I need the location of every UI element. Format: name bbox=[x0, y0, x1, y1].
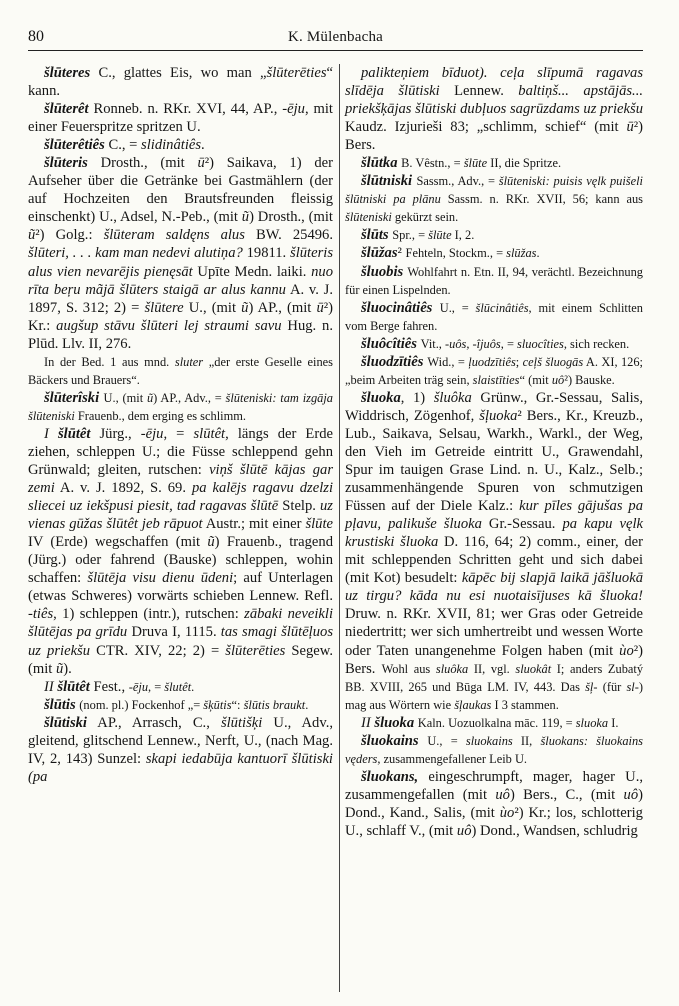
dictionary-entry: šluoka, 1) šluôka Grünw., Gr.-Sessau, Salis, Widdrisch, Zögenhof, šļuoka² Bers., Kr., Kreuzb., Lub., Saikava, Selsau, Warkh., Warkl., der Weg, den Vieh im Getreide eintritt U., Grawendahl, Spur im tauigen Grase Lind. n. U., Kalz., Selb.; zusammenhängende Spuren von schmutzigen Füssen auf der Diele Kalz.: kur pīles gājušas pa pļavu, palikuše šluoka Gr.-Sessau. pa kapu vęlk krustiski šluoka D. 116, 64; 2) comm., einer, der mit schleppenden Schritten geht und sich dabei (mit Kot) besudelt: kāpēc bij slapjā laikā jāšluokā uz tirgu? kāda nu esi nuotaisījuses kā šluoka! Druw. n. RKr. XVII, 81; wer Gras oder Getreide niedertritt; wer sich umhertreibt und wessen Worte oder Taten unangenehme Folgen haben (mit ùo²) Bers. Wohl aus sluôka II, vgl. sluokât I; anders Zubatý BB. XVIII, 265 und Būga LM. IV, 443. Das šļ- (für sl-) mag aus Wörtern wie šļaukas I 3 stammen. bbox=[345, 389, 644, 712]
dictionary-entry: šluodzītiês Wid., = ļuodzītiês; ceļš šluogās A. XI, 126; „beim Arbeiten träg sein, slaistīties“ (mit uô²) Bauske. bbox=[345, 353, 643, 387]
dictionary-entry: šluokans, eingeschrumpft, mager, hager U., zusammengefallen (mit uô) Bers., C., (mit uô) Dond., Kand., Salis, (mit ùo²) Kr.; los, schlotterig U., schlaff V., (mit uô) Dond., Wandsen, schludrig bbox=[345, 768, 643, 839]
dictionary-entry: II šlūtêt Fest., -ēju, = šlutêt. bbox=[44, 678, 195, 695]
dictionary-entry: In der Bed. 1 aus mnd. sluter „der erste Geselle eines Bäckers und Brauers“. bbox=[28, 354, 334, 387]
dictionary-entry: šlūtka B. Vêstn., = šlūte II, die Spritze. bbox=[361, 155, 562, 172]
dictionary-entry: šlūtniski Sassm., Adv., = šlūteniski: puisis vęlk puišeli šlūtniski pa plānu Sassm. n. RKr. XVII, 56; kann aus šlūteniski gekürzt sein. bbox=[345, 173, 643, 225]
dictionary-entry: šlūteres C., glattes Eis, wo man „šlūterēties“ kann. bbox=[28, 65, 333, 100]
dictionary-entry: II šluoka Kaln. Uozuolkalna māc. 119, = sluoka I. bbox=[361, 714, 619, 731]
dictionary-entry: šlūteris Drosth., (mit ū²) Saikava, 1) der Aufseher über die Getränke bei Gastmählern (der auf Hochzeiten den Brautsfreunden fleissig einschenkt) U., Adsel, N.-Peb., (mit ũ) Drosth., (mit ũ²) Golg.: šlūteram saldęns alus BW. 25496. šlūteri, . . . kam man nedevi alutiņa? 19811. šlūteris alus vien nevarējis pienęsāt Upīte Medn. laiki. nuo rīta beŗu mãjā šlūters staigā ar alus kannu A. v. J. 1897, S. 312; 2) = šlūtere U., (mit ũ) AP., (mit ū²) Kr.: augšup stāvu šlūteri lej straumi savu Hug. n. Plūd. Llv. II, 276. bbox=[28, 155, 334, 352]
dictionary-entry: šlūtiski AP., Arrasch, C., šlūtišķi U., Adv., gleitend, glitschend Lennew., Nerft, U., (nach Mag. IV, 2, 143) Sunzel: skapi iedabūja kantuorī šlūtiski (pa bbox=[28, 714, 334, 785]
dictionary-entry: šlūts Spr., = šlūte I, 2. bbox=[361, 227, 475, 244]
dictionary-entry: šluocinâtiês U., = šlūcinâtiês, mit einem Schlitten vom Berge fahren. bbox=[345, 299, 643, 333]
page-header bbox=[28, 28, 643, 51]
dictionary-entry: šluokains U., = sluokains II, šluokans: šluokains vęders, zusammengefallener Leib U. bbox=[345, 732, 643, 766]
page-number: 80 bbox=[28, 28, 44, 45]
dictionary-entry: šlūterêtiês C., = slidinâtiês. bbox=[44, 137, 205, 154]
dictionary-entry: palikteņiem bīduot). ceļa slīpumā ragavas slīdēja šlūtiski Lennew. baltiņš... apstājās... priekšķājas šlūtiski dubļuos sagrūzdams uz priekšu Kaudz. Izjurieši 83; „schlimm, schief“ (mit ū²) Bers. bbox=[345, 65, 643, 154]
right-column bbox=[345, 64, 643, 840]
dictionary-entry: šlūžas² Fehteln, Stockm., = slūžas. bbox=[361, 245, 540, 262]
running-head: K. Mülenbacha bbox=[287, 29, 384, 45]
column-divider bbox=[339, 64, 340, 992]
dictionary-entry: šlūterêt Ronneb. n. RKr. XVI, 44, AP., -ēju, mit einer Feuerspritze spritzen U. bbox=[28, 101, 333, 136]
dictionary-entry: šlūterîski U., (mit ũ) AP., Adv., = šlūteniski: tam izgāja šlūteniski Frauenb., dem erging es schlimm. bbox=[28, 389, 333, 423]
dictionary-entry: I šlūtêt Jürg., -ēju, = slūtêt, längs der Erde ziehen, schleppen U.; die Füsse schleppend gehn Grünwald; gleiten, rutschen: viņš šlūtē kājas gar zemi A. v. J. 1892, S. 69. pa kalējs ragavu dzelzi sliecei uz iekšpusi piesit, tad ragavas šlūtē Stelp. uz vienas gūžas šlūtêt jeb rāpuot Austr.; mit einer šlūte IV (Erde) wegschaffen (mit ũ) Frauenb., tragend (Jürg.) oder fahrend (Bauske) schleppen, wohin schaffen: šlūtēja visu dienu ūdeni; auf Unterlagen (etwas Schweres) vorwärts schieben Lennew. Refl. -tiês, 1) schleppen (intr.), rutschen: zābaki neveikli šlūtējas pa grīdu Druva I, 1115. tas smagi šlūtēļuos uz priekšu CTR. XIV, 22; 2) = šlūterēties Segew. (mit ũ). bbox=[28, 425, 334, 677]
dictionary-entry: šluôcîtiês Vit., -uôs, -îjuôs, = sluocîties, sich recken. bbox=[361, 335, 630, 352]
left-column bbox=[28, 64, 333, 786]
dictionary-entry: šluobis Wohlfahrt n. Etn. II, 94, verächtl. Bezeichnung für einen Lispelnden. bbox=[345, 263, 643, 297]
dictionary-entry: šlūtis (nom. pl.) Fockenhof „= šķūtis“: šlūtis braukt. bbox=[44, 696, 309, 713]
